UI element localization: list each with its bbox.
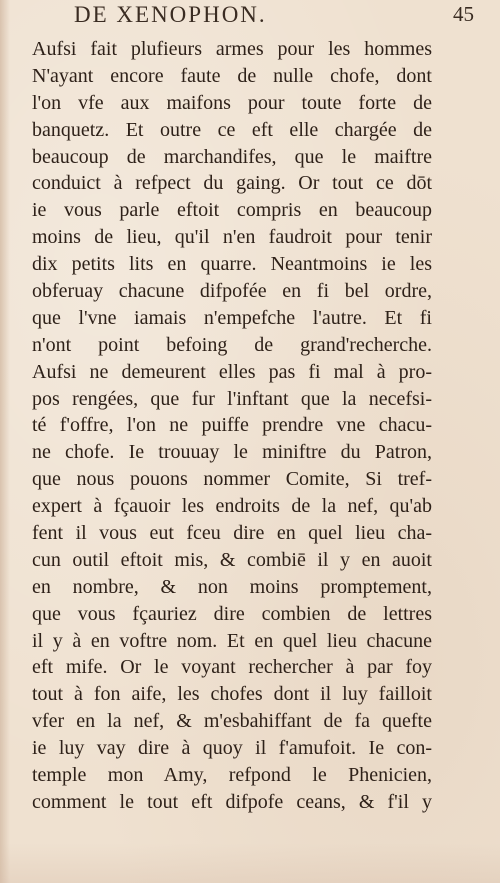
- text-line: N'ayant encore faute de nulle chofe, dont: [32, 64, 432, 87]
- text-line: Aufsi ne demeurent elles pas fi mal à pro-: [32, 360, 432, 383]
- text-line: ne chofe. Ie trouuay le miniftre du Patron,: [32, 441, 432, 464]
- page-bottom-shade: [0, 843, 500, 883]
- text-line: n'ont point befoing de grand'recherche.: [32, 333, 432, 356]
- text-line: ie vous parle eftoit compris en beaucoup: [32, 199, 432, 222]
- text-line: dix petits lits en quarre. Neantmoins ie les: [32, 253, 432, 276]
- text-line: eft mife. Or le voyant rechercher à par foy: [32, 656, 432, 679]
- page-header: [74, 0, 474, 30]
- body-text: [32, 36, 432, 816]
- text-line: que nous pouons nommer Comite, Si tref-: [32, 468, 432, 491]
- text-line: tout à fon aife, les chofes dont il luy failloit: [32, 683, 432, 706]
- text-line: fent il vous eut fceu dire en quel lieu cha-: [32, 522, 432, 545]
- page-gutter-shadow: [0, 0, 10, 883]
- text-line: té f'offre, l'on ne puiffe prendre vne chacu-: [32, 414, 432, 437]
- text-line: que vous fçauriez dire combien de lettres: [32, 602, 432, 625]
- text-line: expert à fçauoir les endroits de la nef, qu'ab: [32, 495, 432, 518]
- text-line: pos rengées, que fur l'inftant que la necefsi-: [32, 387, 432, 410]
- text-line: en nombre, & non moins promptement,: [32, 575, 432, 598]
- text-line: l'on vfe aux maifons pour toute forte de: [32, 91, 432, 114]
- text-line: moins de lieu, qu'il n'en faudroit pour tenir: [32, 226, 432, 249]
- text-line: comment le tout eft difpofe ceans, & f'il y: [32, 790, 432, 813]
- text-line: que l'vne iamais n'empefche l'autre. Et fi: [32, 306, 432, 329]
- text-line: conduict à refpect du gaing. Or tout ce dōt: [32, 172, 432, 195]
- text-line: ie luy vay dire à quoy il f'amufoit. Ie con-: [32, 737, 432, 760]
- text-line: banquetz. Et outre ce eft elle chargée de: [32, 118, 432, 141]
- text-line: il y à en voftre nom. Et en quel lieu chacune: [32, 629, 432, 652]
- page-number: 45: [453, 2, 474, 26]
- text-line: beaucoup de marchandifes, que le maiftre: [32, 145, 432, 168]
- text-line: Aufsi fait plufieurs armes pour les hommes: [32, 38, 432, 60]
- running-title: DE XENOPHON.: [74, 2, 267, 27]
- text-line: temple mon Amy, refpond le Phenicien,: [32, 764, 432, 787]
- text-line: obferuay chacune difpofée en fi bel ordre,: [32, 280, 432, 303]
- text-line: vfer en la nef, & m'esbahiffant de fa quefte: [32, 710, 432, 733]
- text-line: cun outil eftoit mis, & combiē il y en auoit: [32, 548, 432, 571]
